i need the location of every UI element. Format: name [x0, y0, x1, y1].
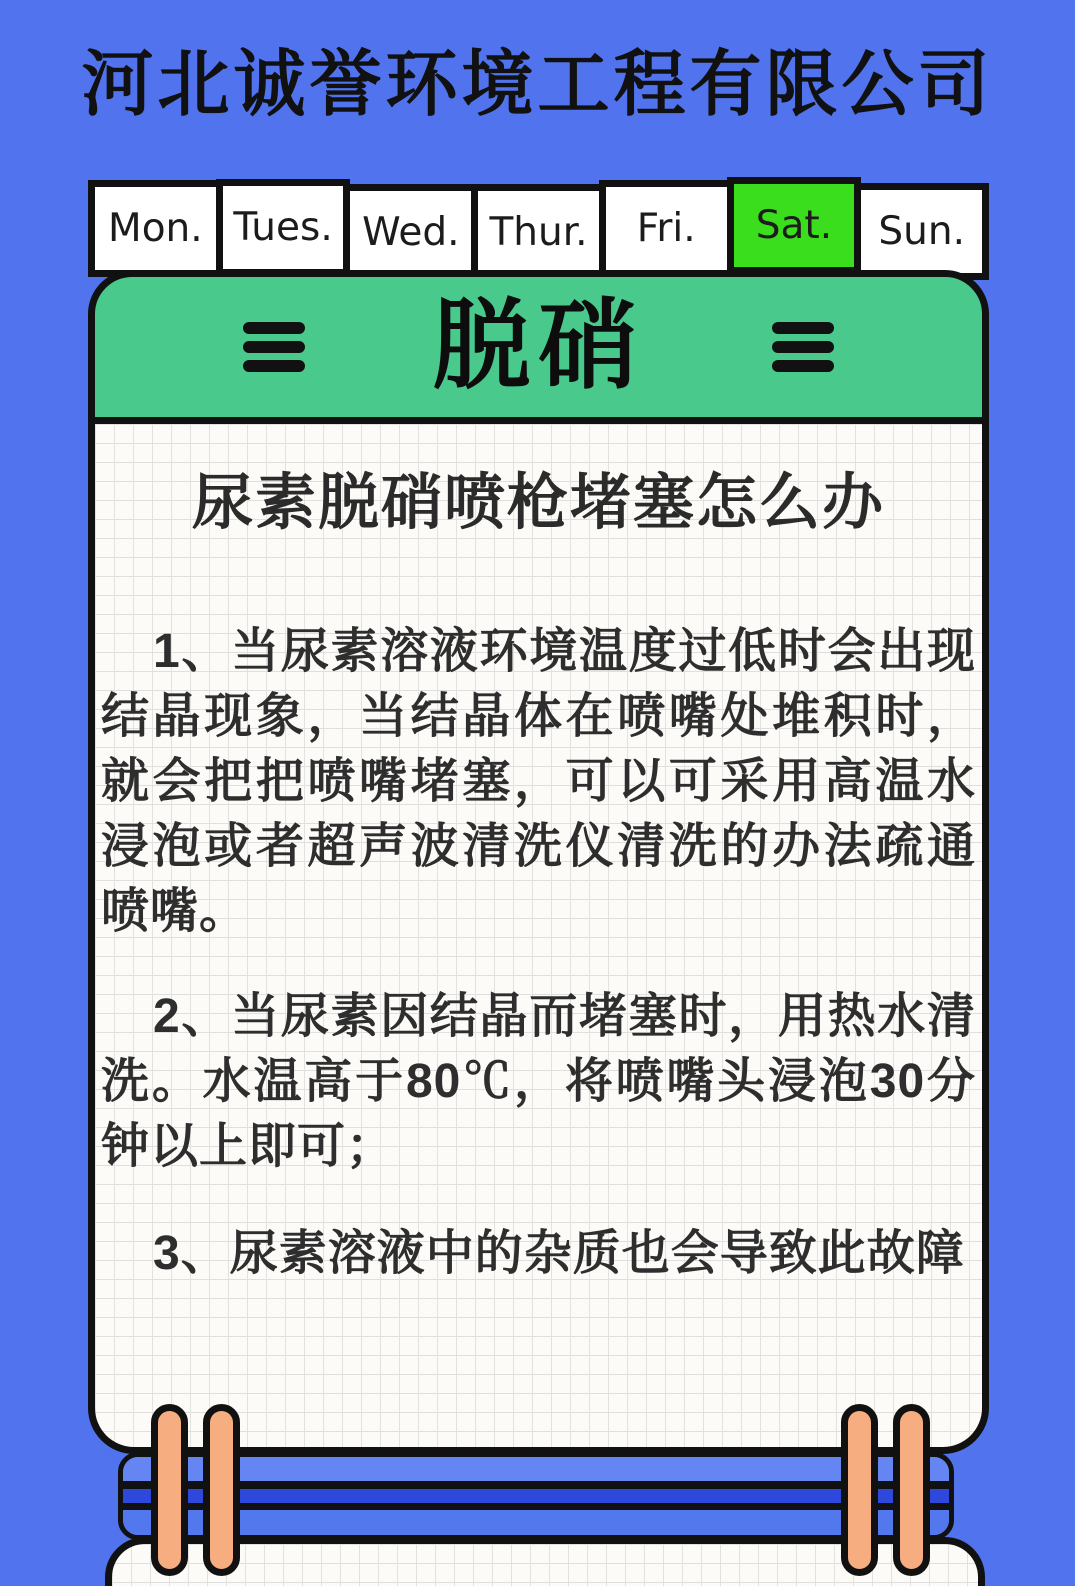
card-header-title: 脱硝 [432, 290, 645, 400]
binder-band-separator [123, 1503, 949, 1510]
article-paper [88, 424, 989, 1454]
tab-thur-label: Thur. [489, 210, 588, 255]
article-paragraph-2: 2、当尿素因结晶而堵塞时，用热水清洗。水温高于80℃，将喷嘴头浸泡30分钟以上即可； [101, 990, 976, 1173]
tab-fri-label: Fri. [636, 206, 696, 251]
binder-pin [841, 1404, 878, 1576]
tab-mon-label: Mon. [108, 206, 203, 251]
calendar-card [88, 177, 989, 1454]
menu-icon[interactable] [243, 322, 305, 372]
binder-band-dark-blue [123, 1489, 949, 1503]
tab-thur[interactable] [471, 184, 606, 281]
binder-band-separator [123, 1481, 949, 1489]
tab-sun-label: Sun. [878, 209, 965, 254]
tab-mon[interactable] [88, 180, 223, 277]
tab-sat-active[interactable] [727, 177, 862, 274]
binder-band [118, 1452, 954, 1540]
binder-pin [893, 1404, 930, 1576]
tab-sat-label: Sat. [755, 203, 833, 248]
article-heading: 尿素脱硝喷枪堵塞怎么办 [191, 468, 885, 536]
menu-icon[interactable] [772, 322, 834, 372]
binder-band-light-bottom [123, 1510, 949, 1535]
article-paragraph-3: 3、尿素溶液中的杂质也会导致此故障 [153, 1227, 965, 1280]
company-title: 河北诚誉环境工程有限公司 [81, 41, 994, 126]
binder-pin [203, 1404, 240, 1576]
tab-wed-label: Wed. [362, 210, 460, 255]
tab-tues-label: Tues. [233, 205, 333, 250]
binder-band-light-top [123, 1457, 949, 1481]
tab-tues[interactable] [216, 179, 351, 276]
tab-wed[interactable] [343, 184, 478, 281]
binder-pin [151, 1404, 188, 1576]
weekday-tabs-row [88, 177, 989, 274]
tab-fri[interactable] [599, 180, 734, 277]
tab-sun[interactable] [854, 183, 989, 280]
card-header [88, 270, 989, 424]
article-paragraph-1: 1、当尿素溶液环境温度过低时会出现结晶现象，当结晶体在喷嘴处堆积时，就会把把喷嘴堵塞，可以可采用高温水浸泡或者超声波清洗仪清洗的办法疏通喷嘴。 [101, 625, 976, 938]
